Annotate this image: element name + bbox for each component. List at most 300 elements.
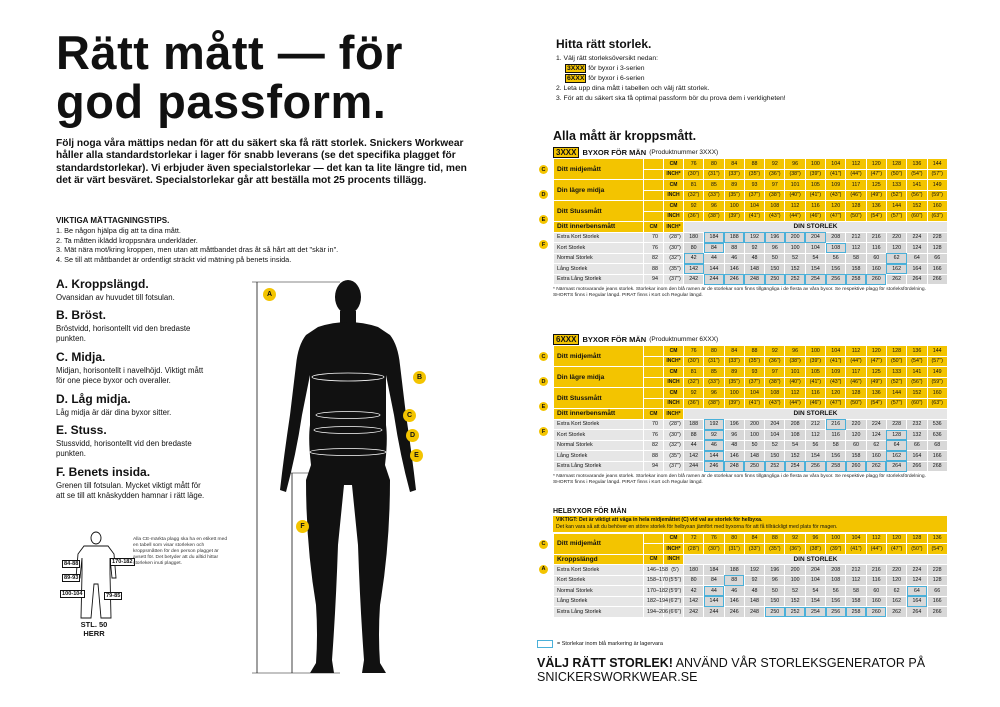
section-helbyxor xyxy=(541,508,947,618)
table-cell: 104 xyxy=(744,201,764,212)
table-cell: 256 xyxy=(805,461,825,472)
table-cell: 180 xyxy=(684,232,704,243)
table-cell: (41") xyxy=(846,544,866,555)
table-cell: 536 xyxy=(927,419,947,430)
table-cell: 92 xyxy=(765,346,785,357)
table-cell: (57") xyxy=(886,398,906,409)
table-cell: 120 xyxy=(866,159,886,170)
table-cell: 52 xyxy=(785,253,805,264)
table-cell: (43") xyxy=(765,211,785,222)
height-range: 170-182 xyxy=(112,559,133,565)
table-cell: (56") xyxy=(907,377,927,388)
table-cell: 262 xyxy=(886,274,906,285)
table-cell: 56 xyxy=(805,440,825,451)
measure-c xyxy=(56,350,206,386)
table-cell: 144 xyxy=(886,201,906,212)
table-cell: 105 xyxy=(805,367,825,378)
table-cell: 216 xyxy=(866,232,886,243)
table-cell: (44") xyxy=(866,544,886,555)
tag-3xxx: 3XXX xyxy=(567,64,585,72)
table-cell: Ditt innerbensmått xyxy=(554,409,644,420)
table-cell xyxy=(644,190,664,201)
table-cell: (28") xyxy=(664,232,684,243)
section-tag: 6XXX xyxy=(553,334,579,345)
table-cell: 188 xyxy=(684,419,704,430)
cta-bold: VÄLJ RÄTT STORLEK! xyxy=(537,656,673,670)
table-cell: (32") xyxy=(664,440,684,451)
table-cell: CM xyxy=(664,346,684,357)
table-cell: 200 xyxy=(785,232,805,243)
table-cell: (46") xyxy=(805,211,825,222)
waist-range: 89-93 xyxy=(64,575,79,581)
table-cell: 158 xyxy=(846,451,866,462)
table-cell: (41") xyxy=(826,356,846,367)
tag-3xxx-text: för byxor i 3-serien xyxy=(588,64,645,72)
table-cell: 148 xyxy=(744,451,764,462)
table-cell: 116 xyxy=(866,575,886,586)
table-cell: 120 xyxy=(886,575,906,586)
table-cell: (46") xyxy=(805,398,825,409)
table-cell: 124 xyxy=(907,243,927,254)
table-cell: 196 xyxy=(765,565,785,576)
table-cell: 128 xyxy=(886,159,906,170)
measure-desc: Midjan, horisontellt i navelhöjd. Viktigt mått för one piece byxor och overaller. xyxy=(56,366,204,385)
table-cell: 192 xyxy=(704,419,724,430)
table-cell: Extra Kort Storlek xyxy=(554,419,644,430)
legend xyxy=(537,640,663,648)
table-cell: 82 xyxy=(644,253,664,264)
row-marker-icon: C xyxy=(539,165,548,174)
table-cell: 136 xyxy=(866,388,886,399)
table-cell: 88 xyxy=(744,346,764,357)
table-cell: (33") xyxy=(724,169,744,180)
table-cell: 120 xyxy=(886,533,906,544)
table-cell: (40") xyxy=(785,377,805,388)
table-cell: 108 xyxy=(765,201,785,212)
label-f-icon: F xyxy=(296,520,309,533)
table-cell: 160 xyxy=(927,201,947,212)
table-cell: 54 xyxy=(785,440,805,451)
table-cell: 58 xyxy=(846,253,866,264)
table-cell: CM xyxy=(664,159,684,170)
table-cell: (37") xyxy=(664,461,684,472)
table-cell: (50") xyxy=(886,356,906,367)
table-cell xyxy=(644,367,664,378)
table-cell: (5'5") xyxy=(664,575,684,586)
table-cell: 262 xyxy=(886,607,906,618)
table-6xxx xyxy=(541,345,947,486)
table-cell: (35") xyxy=(664,451,684,462)
table-cell: 112 xyxy=(846,346,866,357)
table-cell: 256 xyxy=(826,274,846,285)
measure-f xyxy=(56,465,206,501)
table-cell: (38") xyxy=(704,211,724,222)
table-cell: 208 xyxy=(826,565,846,576)
table-cell: 85 xyxy=(704,367,724,378)
table-cell: 124 xyxy=(866,430,886,441)
table-cell: 84 xyxy=(704,575,724,586)
table-cell: 254 xyxy=(805,274,825,285)
table-cell: 220 xyxy=(846,419,866,430)
table-cell: 120 xyxy=(826,201,846,212)
table-cell: (41") xyxy=(744,211,764,222)
table-cell: 100 xyxy=(724,201,744,212)
hip-range: 100-104 xyxy=(62,591,83,597)
section-title: BYXOR FÖR MÄN xyxy=(582,334,647,344)
table-cell: 224 xyxy=(907,565,927,576)
table-cell: CM xyxy=(664,388,684,399)
table-cell: 92 xyxy=(704,430,724,441)
table-cell: 128 xyxy=(886,346,906,357)
table-cell: 81 xyxy=(684,367,704,378)
table-cell: 60 xyxy=(846,440,866,451)
table-cell: (6'2") xyxy=(664,596,684,607)
table-cell: (37") xyxy=(744,377,764,388)
measure-desc: Låg midja är där dina byxor sitter. xyxy=(56,408,172,417)
table-cell: (50") xyxy=(846,398,866,409)
table-cell: 46 xyxy=(704,440,724,451)
table-cell: 146–158 xyxy=(644,565,664,576)
table-cell: Normal Storlek xyxy=(554,440,644,451)
table-cell: 62 xyxy=(866,440,886,451)
table-cell: 250 xyxy=(744,461,764,472)
table-cell: 125 xyxy=(866,367,886,378)
table-cell xyxy=(644,169,664,180)
table-cell: 156 xyxy=(826,264,846,275)
table-cell: CM xyxy=(644,554,664,565)
table-cell: 104 xyxy=(805,243,825,254)
table-cell: 117 xyxy=(846,180,866,191)
table-cell: 184 xyxy=(704,232,724,243)
table-cell: (30") xyxy=(704,544,724,555)
table-cell: 136 xyxy=(927,533,947,544)
table-cell xyxy=(644,398,664,409)
table-cell: Ditt midjemått xyxy=(554,533,644,554)
table-cell: 266 xyxy=(927,607,947,618)
table-cell: 160 xyxy=(866,451,886,462)
table-cell: 46 xyxy=(724,253,744,264)
tip-item: 2. Ta måtten iklädd kroppsnära underkläder. xyxy=(56,235,198,245)
table-cell: 144 xyxy=(704,264,724,275)
table-cell: 96 xyxy=(765,575,785,586)
measure-title: D. Låg midja. xyxy=(56,392,131,406)
section-header xyxy=(553,333,947,345)
table-cell: 112 xyxy=(846,575,866,586)
table-cell: (36") xyxy=(684,211,704,222)
step-2: 2. Leta upp dina mått i tabellen och välj rätt storlek. xyxy=(556,84,710,92)
table-cell: 104 xyxy=(826,346,846,357)
table-cell: 108 xyxy=(826,575,846,586)
table-cell: 112 xyxy=(785,201,805,212)
table-cell: 58 xyxy=(846,586,866,597)
table-cell xyxy=(644,346,664,357)
table-cell: 84 xyxy=(724,159,744,170)
table-cell: 228 xyxy=(886,419,906,430)
table-cell: 266 xyxy=(927,274,947,285)
table-cell: 260 xyxy=(846,461,866,472)
table-cell: (35") xyxy=(765,544,785,555)
table-cell: 254 xyxy=(805,607,825,618)
row-marker-icon: D xyxy=(539,377,548,386)
table-cell: 156 xyxy=(826,596,846,607)
size-label xyxy=(64,620,124,638)
table-cell: 88 xyxy=(765,533,785,544)
table-cell: (41") xyxy=(805,377,825,388)
table-cell: 248 xyxy=(744,607,764,618)
table-cell: 268 xyxy=(927,461,947,472)
table-cell: (38") xyxy=(805,544,825,555)
table-cell: 180 xyxy=(684,565,704,576)
table-cell: 70 xyxy=(644,232,664,243)
step-tag-3 xyxy=(556,64,856,74)
table-cell: 72 xyxy=(684,533,704,544)
cta-link[interactable]: SNICKERSWORKWEAR.SE xyxy=(537,670,698,684)
table-cell: Ditt midjemått xyxy=(554,346,644,367)
table-cell: 160 xyxy=(866,264,886,275)
table-cell: 66 xyxy=(927,253,947,264)
table-cell: 104 xyxy=(846,533,866,544)
table-cell: (57") xyxy=(927,356,947,367)
table-cell: (39") xyxy=(724,398,744,409)
table-cell: 44 xyxy=(704,586,724,597)
table-cell: 250 xyxy=(765,274,785,285)
table-cell: 56 xyxy=(826,253,846,264)
table-cell: (33") xyxy=(704,377,724,388)
table-cell: 256 xyxy=(826,607,846,618)
table-cell: 108 xyxy=(765,388,785,399)
table-cell: 204 xyxy=(805,232,825,243)
table-cell: 100 xyxy=(785,575,805,586)
label-d-icon: D xyxy=(406,429,419,442)
table-cell: Ditt innerbensmått xyxy=(554,222,644,233)
table-cell: (41") xyxy=(744,398,764,409)
note-6xxx: * Närmast motsvarande jeans storlek. Storlekar inom den blå ramen är de storlekar som finns tillgängliga i de flesta av våra byxor. Se respektive plagg för storleksfördelning. SHORTS finns i Regular längd. PIRAT finns i Kort och Regular längd. xyxy=(553,474,926,485)
table-cell: DIN STORLEK xyxy=(684,409,948,420)
table-cell: 144 xyxy=(927,346,947,357)
table-cell: 228 xyxy=(927,232,947,243)
table-cell: (54") xyxy=(866,211,886,222)
table-cell: (35") xyxy=(744,169,764,180)
table-cell: (52") xyxy=(886,377,906,388)
table-cell: (57") xyxy=(886,211,906,222)
table-cell: INCH xyxy=(664,554,684,565)
table-cell: 105 xyxy=(805,180,825,191)
table-cell: 93 xyxy=(744,180,764,191)
table-cell: 42 xyxy=(684,586,704,597)
table-cell: 216 xyxy=(866,565,886,576)
table-cell: 258 xyxy=(846,607,866,618)
table-cell: (30") xyxy=(664,430,684,441)
table-cell: INCH xyxy=(664,398,684,409)
table-cell: 104 xyxy=(826,159,846,170)
table-cell: 56 xyxy=(826,586,846,597)
table-cell: 48 xyxy=(744,253,764,264)
table-cell: 80 xyxy=(684,575,704,586)
table-cell: 244 xyxy=(704,274,724,285)
tip-item: 1. Be någon hjälpa dig att ta dina mått. xyxy=(56,226,181,235)
table-cell: (52") xyxy=(886,190,906,201)
table-cell: 133 xyxy=(886,367,906,378)
table-cell: 96 xyxy=(765,243,785,254)
inseam-range: 79-85 xyxy=(106,593,121,599)
table-cell: (36") xyxy=(684,398,704,409)
table-cell: 194–206 xyxy=(644,607,664,618)
table-cell: (44") xyxy=(846,356,866,367)
tag-6xxx: 6XXX xyxy=(567,74,585,82)
table-cell xyxy=(644,180,664,191)
table-cell: INCH xyxy=(664,377,684,388)
table-cell: 150 xyxy=(765,451,785,462)
table-cell: CM xyxy=(644,409,664,420)
table-cell: 136 xyxy=(907,159,927,170)
table-cell: (5') xyxy=(664,565,684,576)
table-cell: 260 xyxy=(866,607,886,618)
table-cell: 101 xyxy=(785,180,805,191)
table-cell: 149 xyxy=(927,367,947,378)
table-cell: 242 xyxy=(684,274,704,285)
table-cell: (32") xyxy=(684,377,704,388)
table-cell: 142 xyxy=(684,596,704,607)
table-cell: 104 xyxy=(765,430,785,441)
table-cell: 96 xyxy=(805,533,825,544)
table-cell: (38") xyxy=(765,190,785,201)
table-cell: 104 xyxy=(744,388,764,399)
table-cell: 242 xyxy=(684,607,704,618)
table-cell: 89 xyxy=(724,367,744,378)
table-cell: (40") xyxy=(785,190,805,201)
table-cell: (41") xyxy=(826,169,846,180)
table-cell: CM xyxy=(664,201,684,212)
table-cell: (43") xyxy=(826,190,846,201)
table-cell: 109 xyxy=(826,367,846,378)
measure-title: C. Midja. xyxy=(56,350,106,364)
table-cell: 164 xyxy=(907,451,927,462)
table-cell: 266 xyxy=(907,461,927,472)
legend-text: = Storlekar inom blå markering är lagervara xyxy=(557,641,663,647)
table-cell: 146 xyxy=(724,596,744,607)
row-marker-icon: D xyxy=(539,190,548,199)
table-cell: 89 xyxy=(724,180,744,191)
table-cell: 164 xyxy=(907,596,927,607)
table-cell: 80 xyxy=(704,159,724,170)
table-cell: 232 xyxy=(907,419,927,430)
size-label-herr: HERR xyxy=(83,629,105,638)
table-cell: 154 xyxy=(805,451,825,462)
table-cell: 124 xyxy=(907,575,927,586)
table-cell: Ditt Stussmått xyxy=(554,201,644,222)
row-marker-icon: E xyxy=(539,402,548,411)
hitta-heading: Hitta rätt storlek. xyxy=(556,37,652,51)
table-cell: 128 xyxy=(846,201,866,212)
table-cell: (60") xyxy=(907,211,927,222)
table-cell: Ditt Stussmått xyxy=(554,388,644,409)
table-cell: 120 xyxy=(866,346,886,357)
table-cell: 264 xyxy=(886,461,906,472)
table-cell: 246 xyxy=(724,607,744,618)
table-cell: 100 xyxy=(724,388,744,399)
table-cell: (35") xyxy=(664,264,684,275)
table-cell: CM xyxy=(664,180,684,191)
table-cell: (38") xyxy=(785,356,805,367)
table-cell: 96 xyxy=(704,201,724,212)
table-cell: (28") xyxy=(664,419,684,430)
table-cell: 80 xyxy=(724,533,744,544)
row-marker-icon: E xyxy=(539,215,548,224)
table-cell xyxy=(644,544,664,555)
table-cell: (5'9") xyxy=(664,586,684,597)
table-cell: 54 xyxy=(805,253,825,264)
table-helbyxor xyxy=(541,533,947,618)
table-cell: 84 xyxy=(744,533,764,544)
table-cell: (43") xyxy=(765,398,785,409)
table-cell: 160 xyxy=(866,596,886,607)
table-cell: 62 xyxy=(886,586,906,597)
table-cell: 108 xyxy=(785,430,805,441)
table-cell: 120 xyxy=(846,430,866,441)
table-cell: 158 xyxy=(846,264,866,275)
table-cell: Normal Storlek xyxy=(554,253,644,264)
table-cell: 101 xyxy=(785,367,805,378)
table-cell: 97 xyxy=(765,180,785,191)
table-cell: 133 xyxy=(886,180,906,191)
table-cell: 636 xyxy=(927,430,947,441)
table-cell xyxy=(644,533,664,544)
section-header xyxy=(553,146,947,158)
table-cell: 66 xyxy=(927,586,947,597)
table-cell: (60") xyxy=(907,398,927,409)
table-cell: 116 xyxy=(826,430,846,441)
table-cell: CM xyxy=(664,533,684,544)
table-cell: 184 xyxy=(704,565,724,576)
table-cell: 258 xyxy=(826,461,846,472)
table-cell: 152 xyxy=(785,451,805,462)
table-cell: (63") xyxy=(927,211,947,222)
important-line-2: Det kan vara så att du behöver en större storlek för helbyxan jämfört med byxorna för att få tillräckligt med plats för magen. xyxy=(556,523,838,530)
table-cell: (44") xyxy=(785,398,805,409)
table-cell: 148 xyxy=(744,264,764,275)
table-cell: 96 xyxy=(785,346,805,357)
table-cell: DIN STORLEK xyxy=(684,222,948,233)
table-cell: 200 xyxy=(744,419,764,430)
table-cell: (30") xyxy=(684,169,704,180)
table-cell xyxy=(644,159,664,170)
alla-heading: Alla mått är kroppsmått. xyxy=(553,129,697,143)
table-cell: (38") xyxy=(765,377,785,388)
tips-heading: VIKTIGA MÄTTAGNINGSTIPS. xyxy=(56,216,170,225)
row-marker-icon: F xyxy=(539,240,548,249)
table-cell: 166 xyxy=(927,264,947,275)
table-cell: 120 xyxy=(886,243,906,254)
table-cell: 92 xyxy=(785,533,805,544)
table-cell: 62 xyxy=(886,253,906,264)
row-marker-icon: A xyxy=(539,565,548,574)
table-cell: (54") xyxy=(927,544,947,555)
measure-desc: Ovansidan av huvudet till fotsulan. xyxy=(56,293,175,302)
table-cell: 152 xyxy=(785,264,805,275)
table-cell: 128 xyxy=(927,575,947,586)
table-cell: 100 xyxy=(826,533,846,544)
table-cell: 108 xyxy=(826,243,846,254)
table-cell: 212 xyxy=(846,232,866,243)
table-cell: 192 xyxy=(744,565,764,576)
table-cell: 93 xyxy=(744,367,764,378)
table-cell: 244 xyxy=(684,461,704,472)
row-marker-icon: C xyxy=(539,540,548,549)
table-cell: 92 xyxy=(765,159,785,170)
table-cell: 220 xyxy=(886,232,906,243)
table-cell: 208 xyxy=(785,419,805,430)
table-cell: (50") xyxy=(886,169,906,180)
